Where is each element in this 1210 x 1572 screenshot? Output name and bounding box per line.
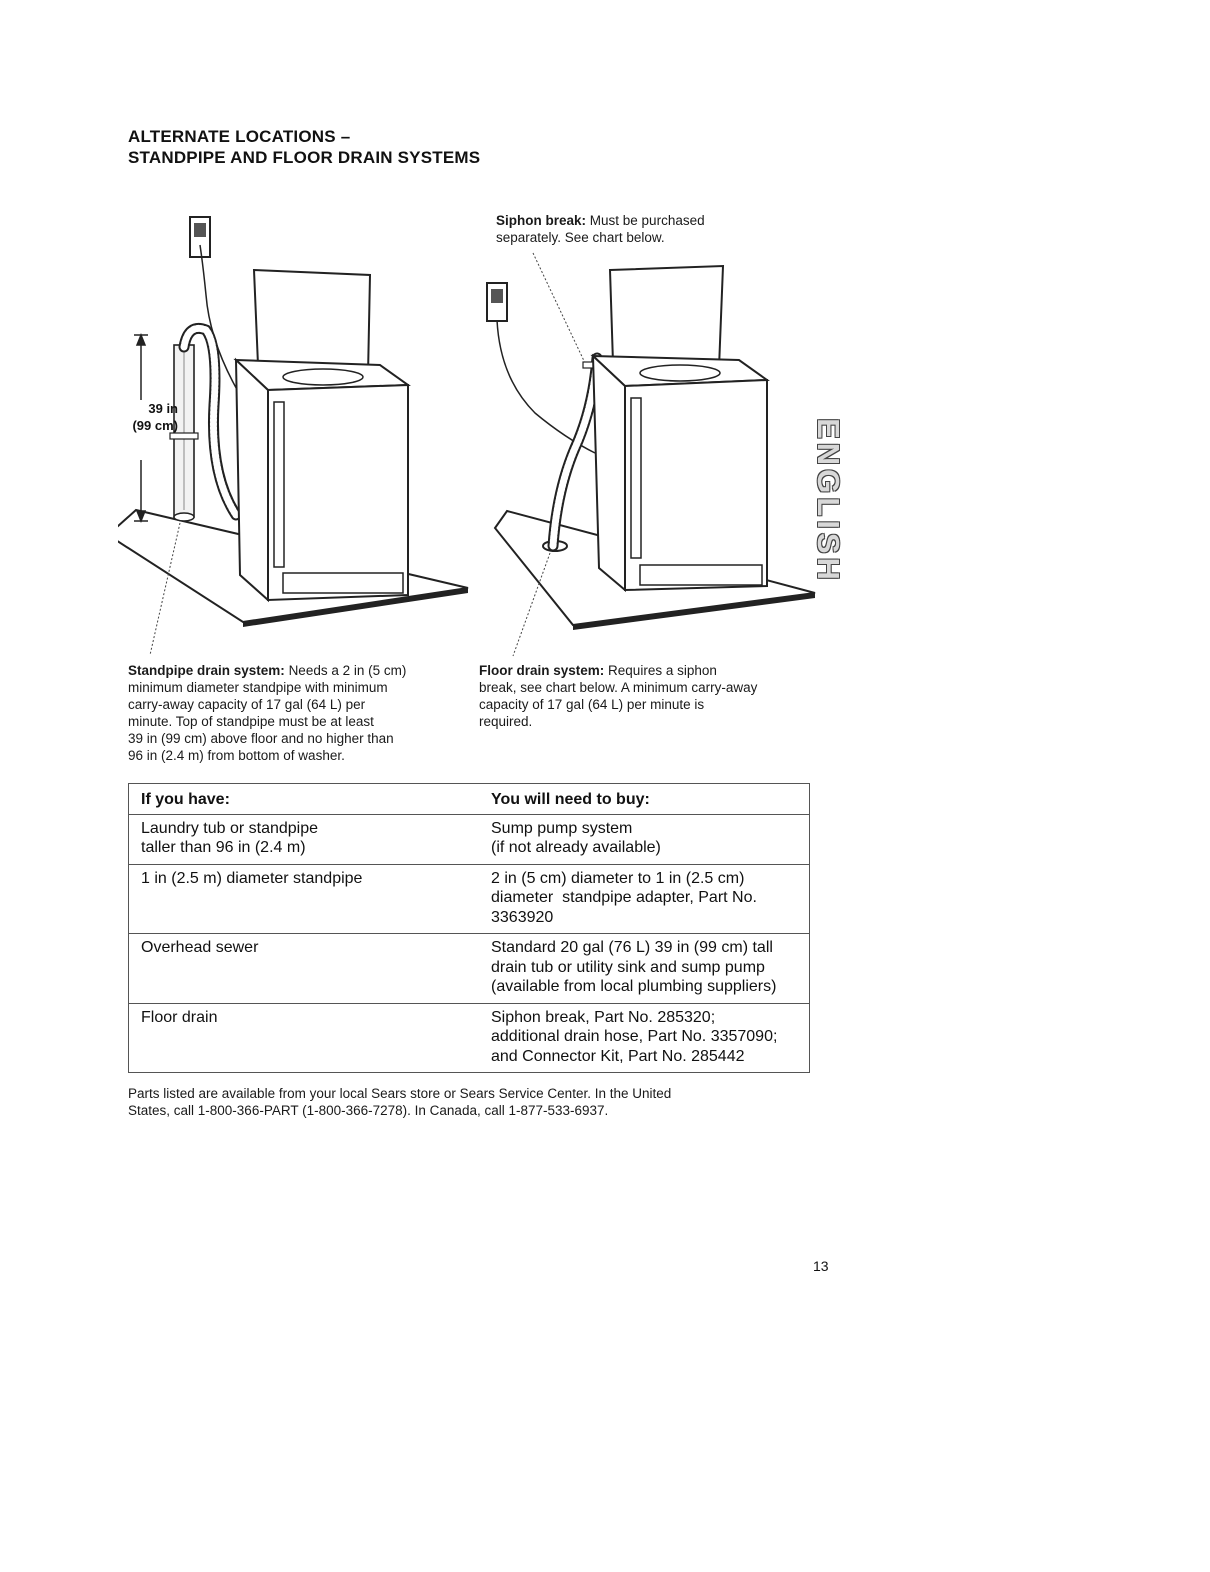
standpipe-leader-line (150, 523, 180, 655)
standpipe-caption-line: minimum diameter standpipe with minimum (128, 680, 388, 695)
cell-have (129, 1003, 480, 1073)
cell-line: additional drain hose, Part No. 3357090; (491, 1028, 778, 1045)
standpipe-caption (128, 662, 473, 764)
table-row (129, 934, 810, 1004)
heading-line-2: STANDPIPE AND FLOOR DRAIN SYSTEMS (128, 148, 481, 167)
heading-line-1: ALTERNATE LOCATIONS – (128, 127, 351, 146)
siphon-break-text-1: Must be purchased (589, 213, 705, 228)
height-dimension-label (120, 400, 178, 434)
cell-line: and Connector Kit, Part No. 285442 (491, 1047, 745, 1065)
siphon-break-label: Siphon break: (496, 213, 587, 228)
cell-buy (479, 864, 810, 934)
cell-line: Overhead sewer (141, 939, 259, 956)
siphon-break-callout (496, 212, 796, 246)
cell-line: (available from local plumbing suppliers) (491, 978, 777, 995)
table-row (129, 864, 810, 934)
floor-drain-caption-line: capacity of 17 gal (64 L) per minute is (479, 697, 705, 712)
cell-line: Laundry tub or standpipe (141, 819, 319, 837)
standpipe-caption-line: carry-away capacity of 17 gal (64 L) per (128, 697, 366, 712)
cell-have (129, 864, 480, 934)
cell-line: Floor drain (141, 1008, 218, 1026)
standpipe-caption-line: minute. Top of standpipe must be at least (128, 714, 374, 729)
cell-have (129, 934, 480, 1004)
parts-table (128, 783, 810, 1073)
floor-drain-caption (479, 662, 819, 730)
siphon-break-text-2: separately. See chart below. (496, 230, 665, 245)
column-header-have: If you have: (129, 784, 480, 815)
cell-line: 1 in (2.5 m) diameter standpipe (141, 869, 363, 887)
cell-buy (479, 814, 810, 864)
floor-plate-edge (573, 593, 815, 630)
standpipe-caption-label: Standpipe drain system: (128, 663, 285, 678)
cell-line: 3363920 (491, 908, 554, 926)
table-header-row (129, 784, 810, 815)
cell-line: 2 in (5 cm) diameter to 1 in (2.5 cm) (491, 869, 745, 887)
cell-line: diameter standpipe adapter, Part No. (491, 889, 757, 906)
parts-footnote (128, 1085, 808, 1119)
cell-line: taller than 96 in (2.4 m) (141, 839, 306, 856)
washer (236, 270, 408, 600)
cell-buy (479, 1003, 810, 1073)
height-dimension-centimeters: (99 cm) (132, 418, 178, 433)
cell-line: Siphon break, Part No. 285320; (491, 1008, 716, 1026)
cell-line: (if not already available) (491, 839, 661, 856)
drain-hose (553, 358, 597, 546)
table-row (129, 814, 810, 864)
page-heading (128, 126, 480, 168)
language-tab-label: ENGLISH (811, 418, 846, 584)
washer (593, 266, 767, 590)
standpipe-caption-line: 96 in (2.4 m) from bottom of washer. (128, 748, 345, 763)
table-row (129, 1003, 810, 1073)
column-header-buy: You will need to buy: (479, 784, 810, 815)
floor-drain-leader-line (513, 553, 550, 656)
floor-drain-illustration (475, 228, 820, 660)
cell-buy (479, 934, 810, 1004)
footnote-line: States, call 1-800-366-PART (1-800-366-7278). In Canada, call 1-877-533-6937. (128, 1103, 609, 1118)
cell-line: drain tub or utility sink and sump pump (491, 958, 765, 976)
height-dimension-inches: 39 in (148, 401, 178, 416)
footnote-line: Parts listed are available from your local Sears store or Sears Service Center. In the United (128, 1086, 672, 1101)
cell-line: Sump pump system (491, 819, 633, 837)
cell-have (129, 814, 480, 864)
floor-drain-caption-line: Requires a siphon (608, 663, 717, 678)
standpipe-caption-line: Needs a 2 in (5 cm) (288, 663, 407, 678)
floor-drain-caption-line: break, see chart below. A minimum carry-away (479, 680, 758, 695)
cell-line: Standard 20 gal (76 L) 39 in (99 cm) tall (491, 939, 773, 956)
siphon-break-leader-line (533, 253, 585, 363)
page-number: 13 (813, 1258, 829, 1274)
floor-drain-caption-label: Floor drain system: (479, 663, 605, 678)
floor-drain-caption-line: required. (479, 714, 533, 729)
standpipe-caption-line: 39 in (99 cm) above floor and no higher than (128, 731, 394, 746)
